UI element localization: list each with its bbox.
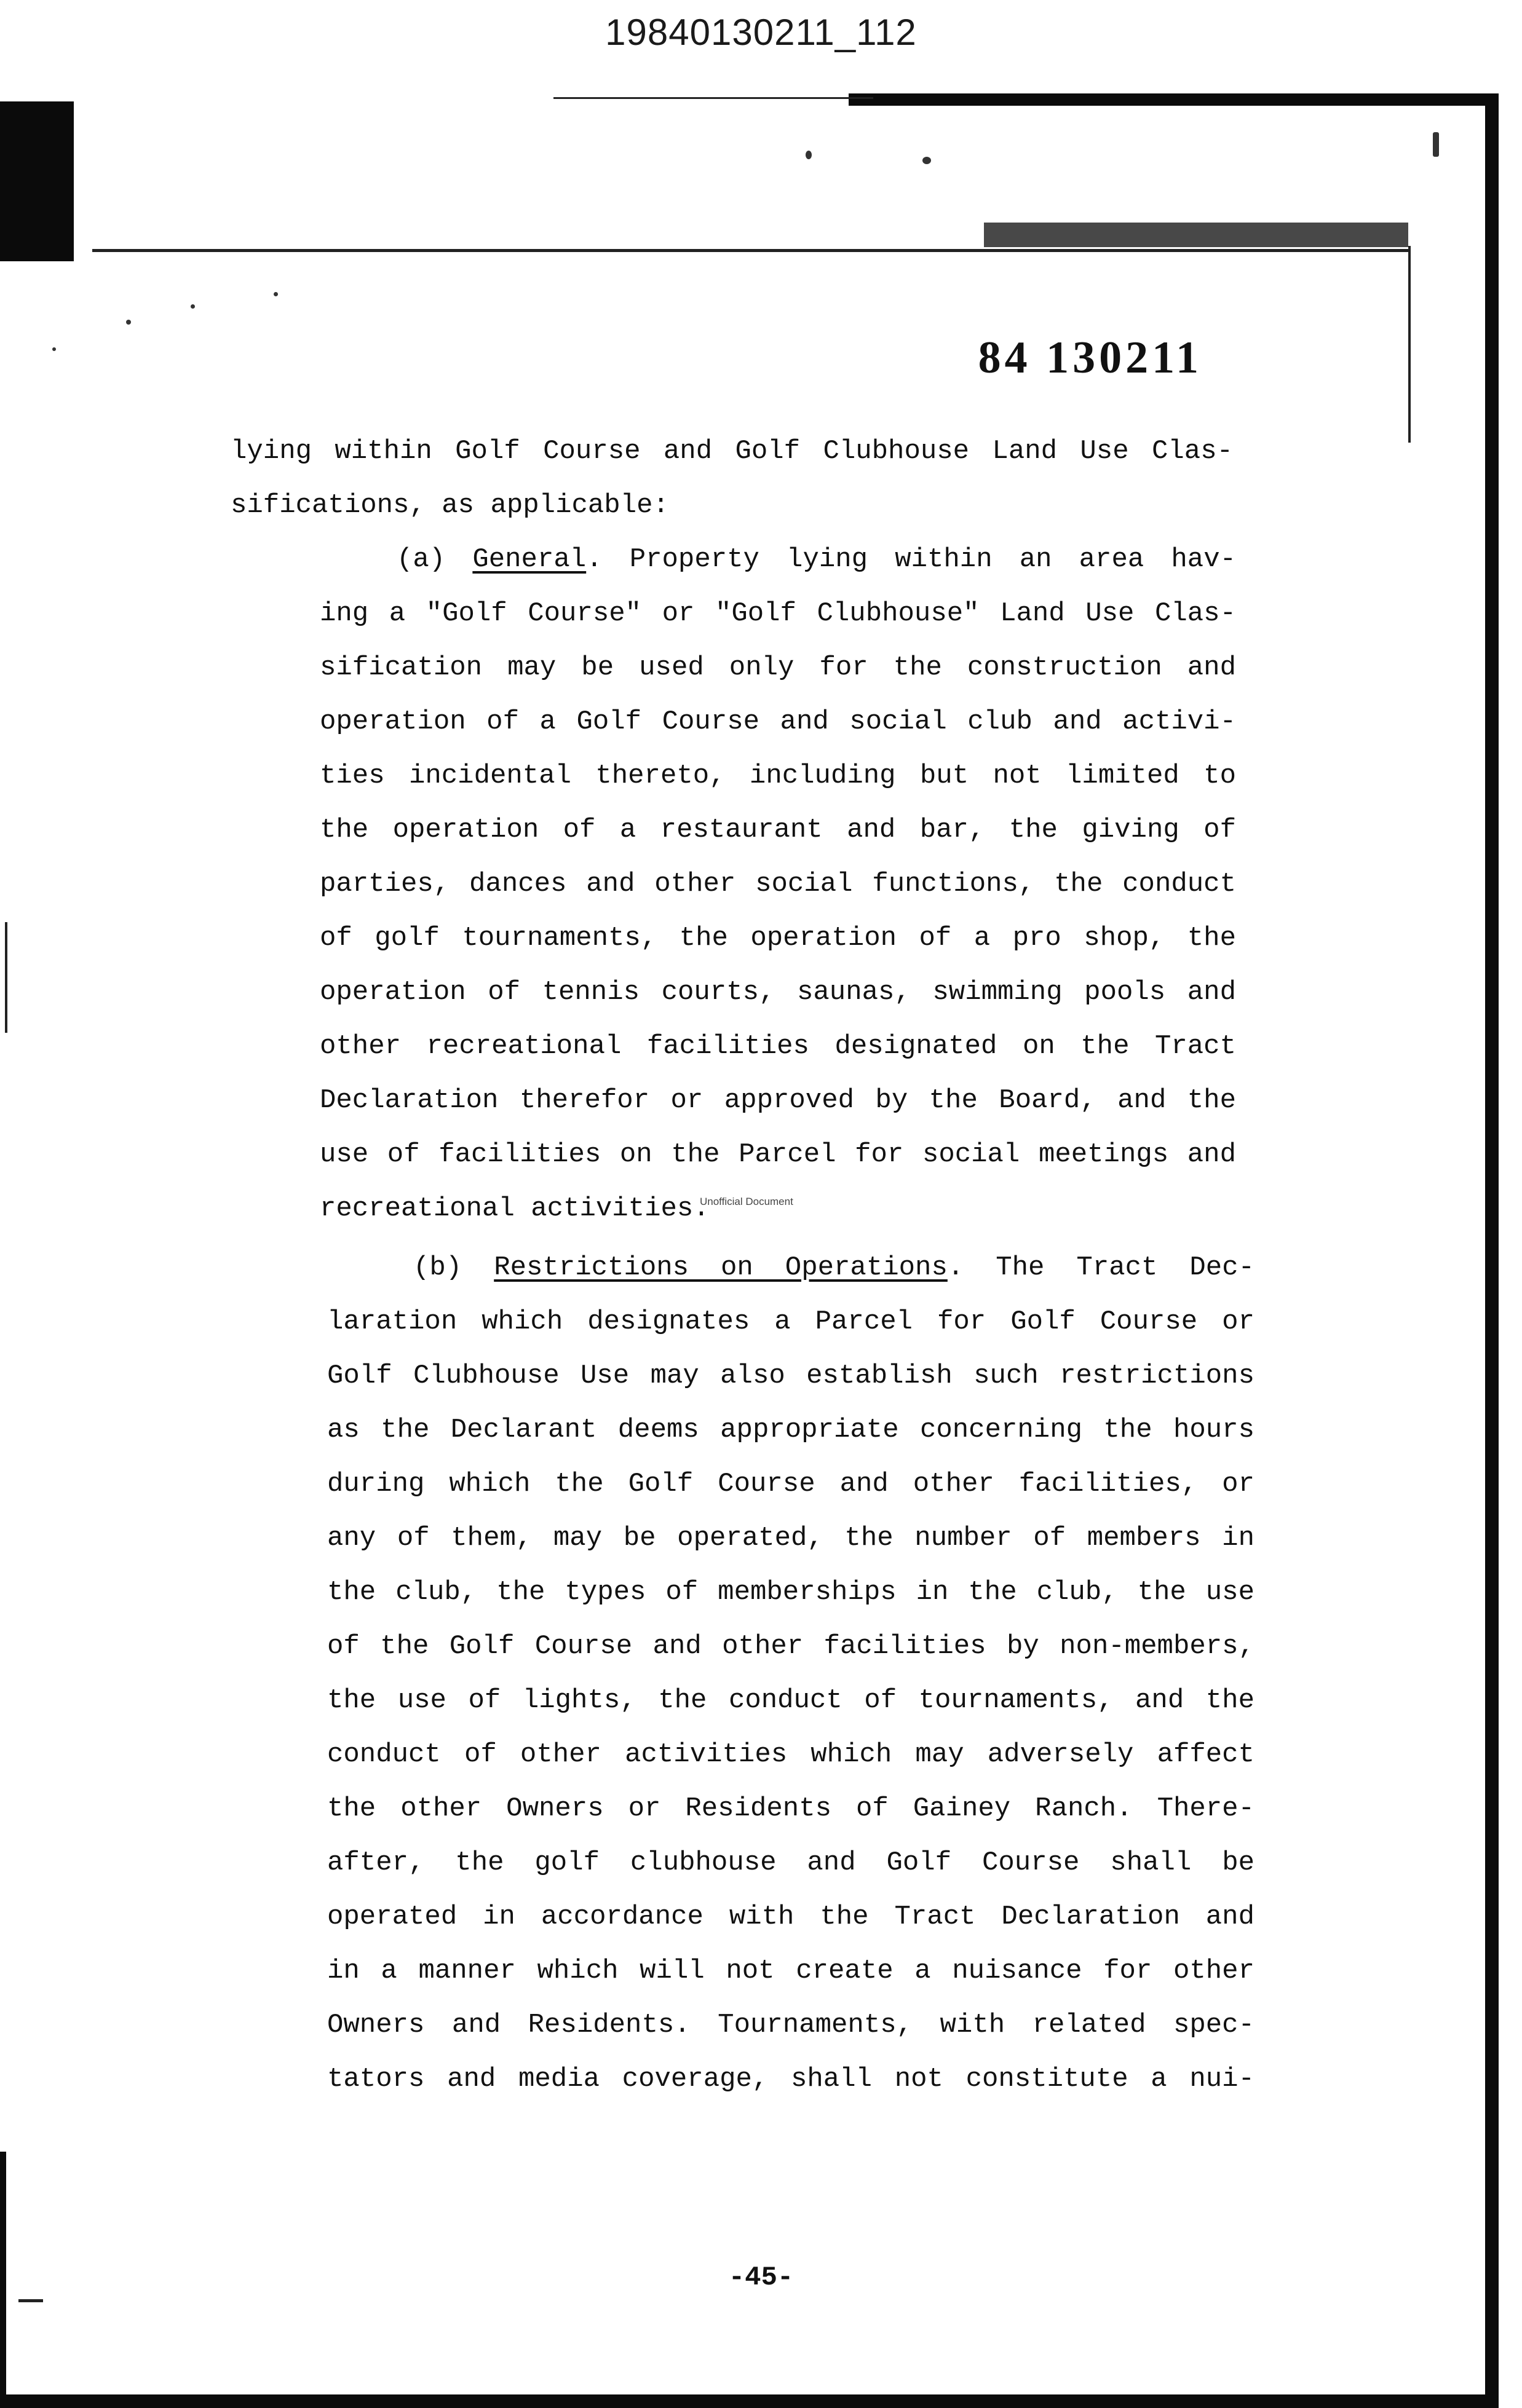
text-line: during which the Golf Course and other facilities, or [327, 1469, 1254, 1499]
text-line: the operation of a restaurant and bar, the giving of [320, 815, 1236, 845]
scan-speck [922, 157, 931, 164]
scan-border-right [1485, 93, 1499, 2408]
section-b-heading: Restrictions on Operations [494, 1252, 948, 1283]
text-line: the use of lights, the conduct of tournaments, and the [327, 1685, 1254, 1716]
text-line: lying within Golf Course and Golf Clubhouse Land Use Clas- [231, 436, 1233, 467]
section-b-marker: (b) [413, 1252, 462, 1283]
scan-border-bottom [0, 2394, 1499, 2408]
scan-rule-vertical [1408, 246, 1411, 443]
text-line: any of them, may be operated, the number of members in [327, 1523, 1254, 1553]
text-line: in a manner which will not create a nuisance for other [327, 1956, 1254, 1986]
scan-mark-bottom-left [18, 2299, 43, 2302]
section-a-first-line [320, 532, 1236, 586]
text-line: operation of a Golf Course and social club and activi- [320, 706, 1236, 737]
text-line: sifications, as applicable: [231, 490, 669, 521]
scan-speck [191, 304, 195, 309]
scan-speck [274, 292, 278, 296]
scan-corner-block [0, 101, 74, 261]
text-line: other recreational facilities designated on the Tract [320, 1031, 1236, 1062]
text-line: conduct of other activities which may adversely affect [327, 1739, 1254, 1770]
recorder-id: 19840130211_112 [605, 12, 917, 53]
text-line: of golf tournaments, the operation of a pro shop, the [320, 923, 1236, 953]
text-line: recreational activities. [320, 1193, 710, 1224]
text-line: operated in accordance with the Tract Declaration and [327, 1901, 1254, 1932]
scan-speck [806, 151, 812, 159]
text-line: ing a "Golf Course" or "Golf Clubhouse" Land Use Clas- [320, 598, 1236, 629]
scan-border-top [849, 93, 1494, 106]
text-line: sification may be used only for the construction and [320, 652, 1236, 683]
document-number: 84 130211 [978, 333, 1202, 383]
text-line: of the Golf Course and other facilities by non-members, [327, 1631, 1254, 1662]
scan-speck [52, 347, 56, 351]
section-a-lead: . Property lying within an area hav- [586, 544, 1237, 575]
section-a-paragraph [320, 532, 1236, 1236]
text-line: use of facilities on the Parcel for social meetings and [320, 1139, 1236, 1170]
text-line: parties, dances and other social functions, the conduct [320, 869, 1236, 899]
scan-speck [126, 320, 131, 325]
text-line: Owners and Residents. Tournaments, with related spec- [327, 2010, 1254, 2040]
section-b-lead: . The Tract Dec- [947, 1252, 1255, 1283]
scan-mark-left [5, 922, 7, 1033]
section-b-paragraph [327, 1241, 1254, 2106]
scan-speck [1433, 132, 1439, 157]
scan-rule-top-short [553, 97, 873, 99]
scan-rule-top [92, 249, 1408, 252]
section-b-first-line [327, 1241, 1254, 1295]
text-line: after, the golf clubhouse and Golf Course shall be [327, 1847, 1254, 1878]
unofficial-document-stamp: Unofficial Document [700, 1196, 793, 1207]
text-line: laration which designates a Parcel for Golf Course or [327, 1306, 1254, 1337]
text-line: Declaration therefor or approved by the Board, and the [320, 1085, 1236, 1116]
text-line: the other Owners or Residents of Gainey Ranch. There- [327, 1793, 1254, 1824]
scan-smudge [984, 223, 1408, 247]
page-number: -45- [728, 2262, 794, 2293]
text-line: tators and media coverage, shall not constitute a nui- [327, 2064, 1254, 2094]
text-line: the club, the types of memberships in the club, the use [327, 1577, 1254, 1608]
text-line: Golf Clubhouse Use may also establish such restrictions [327, 1360, 1254, 1391]
text-line: ties incidental thereto, including but not limited to [320, 760, 1236, 791]
section-a-heading: General [472, 544, 587, 575]
text-line: operation of tennis courts, saunas, swimming pools and [320, 977, 1236, 1008]
intro-paragraph [231, 424, 1233, 532]
section-a-marker: (a) [397, 544, 446, 575]
text-line: as the Declarant deems appropriate concerning the hours [327, 1415, 1254, 1445]
